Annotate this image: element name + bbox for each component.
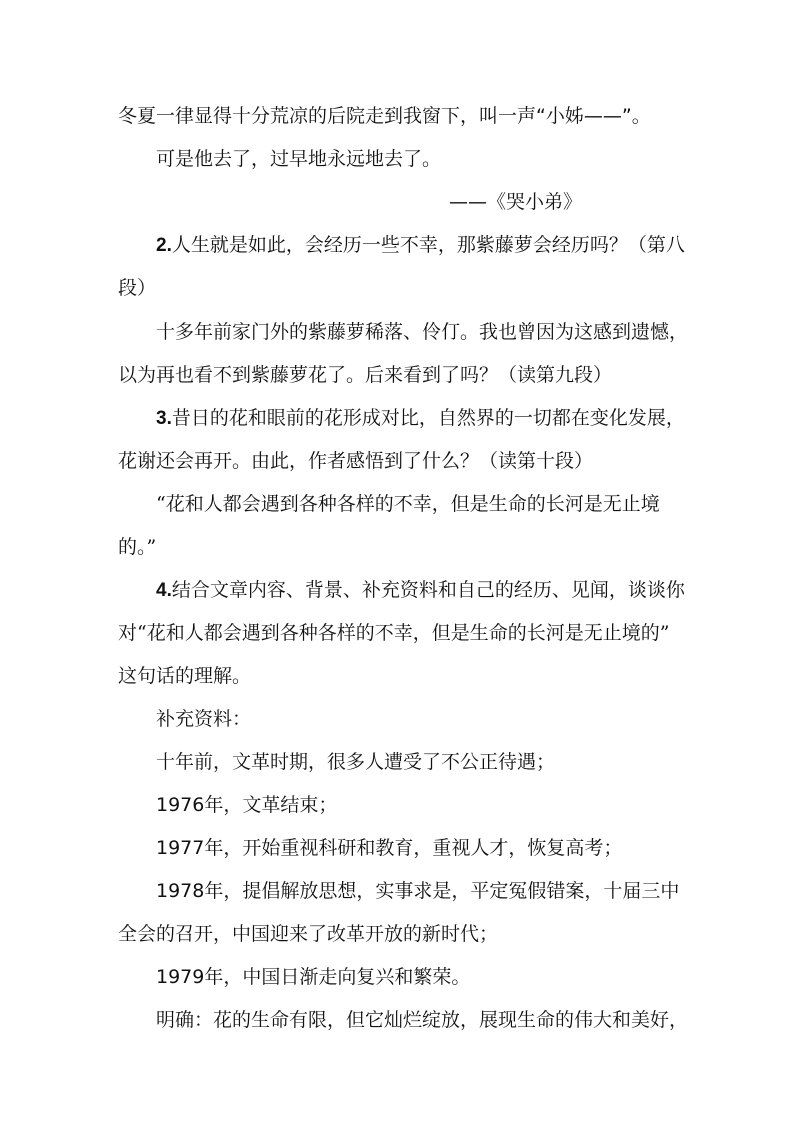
paragraph-line: 冬夏一律显得十分荒凉的后院走到我窗下，叫一声“小姊——”。: [118, 105, 651, 127]
paragraph-line: 以为再也看不到紫藤萝花了。后来看到了吗？（读第九段）: [118, 364, 613, 386]
question-text: 人生就是如此，会经历一些不幸，那紫藤萝会经历吗？（第八: [171, 234, 685, 256]
question-number: 4.: [156, 580, 172, 601]
question-2-continuation: 段）: [118, 277, 157, 299]
question-4-continuation: 这句话的理解。: [118, 665, 252, 687]
supplement-line: 1977年，开始重视科研和教育，重视人才，恢复高考；: [156, 837, 623, 859]
paragraph-line: 十多年前家门外的紫藤萝稀落、伶仃。我也曾因为这感到遗憾，: [156, 321, 689, 343]
supplement-line: 1976年，文革结束；: [156, 794, 338, 816]
question-2-line: [156, 232, 685, 259]
paragraph-line: 可是他去了，过早地永远地去了。: [156, 148, 442, 170]
question-text: 昔日的花和眼前的花形成对比，自然界的一切都在变化发展，: [171, 407, 685, 429]
supplement-line: 1979年，中国日渐走向复兴和繁荣。: [156, 966, 471, 988]
quote-line: 的。”: [118, 536, 157, 558]
question-4-continuation: 对“花和人都会遇到各种各样的不幸，但是生命的长河是无止境的”: [118, 622, 670, 644]
question-3-line: [156, 405, 685, 432]
question-3-continuation: 花谢还会再开。由此，作者感悟到了什么？（读第十段）: [118, 450, 594, 472]
supplement-line: 十年前，文革时期，很多人遭受了不公正待遇；: [156, 751, 556, 773]
answer-line: 明确：花的生命有限，但它灿烂绽放，展现生命的伟大和美好，: [156, 1009, 689, 1031]
question-number: 2.: [156, 235, 172, 256]
question-number: 3.: [156, 408, 172, 429]
question-text: 结合文章内容、背景、补充资料和自己的经历、见闻，谈谈你: [171, 579, 685, 601]
question-4-line: [156, 577, 685, 604]
supplement-line: 全会的召开，中国迎来了改革开放的新时代；: [118, 923, 499, 945]
citation-line: ——《哭小弟》: [448, 191, 582, 213]
supplement-line: 1978年，提倡解放思想，实事求是，平定冤假错案，十届三中: [156, 880, 680, 902]
supplement-heading: 补充资料：: [156, 708, 252, 730]
quote-line: “花和人都会遇到各种各样的不幸，但是生命的长河是无止境: [156, 493, 660, 515]
